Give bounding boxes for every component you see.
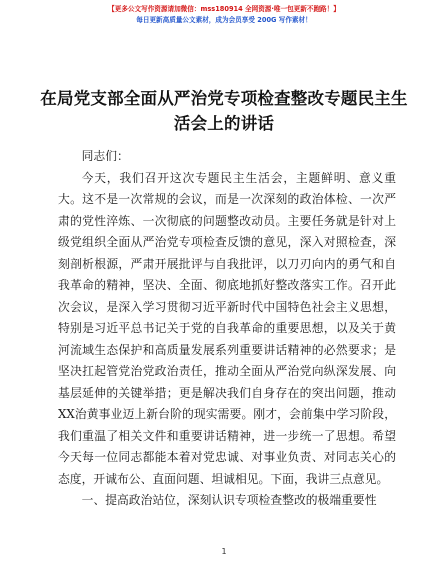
promo-banner-line-2: 每日更新高质量公文素材，成为会员享受 200G 写作素材！ [136,16,312,24]
page-number: 1 [221,547,227,556]
body-paragraph: 今天，我们召开这次专题民主生活会，主题鲜明、意义重大。这不是一次常规的会议，而是一次深刻的政治体检、一次严肃的党性淬炼、一次彻底的问题整改动员。主要任务就是针对上级党组织全面从严治党专项检查反馈的意见，深入对照检查，深刻剖析根源，严肃开展批评与自我批评，以刀刃向内的勇气和自我革命的精神，坚决、全面、彻底地抓好整改落实工作。召开此次会议，是深入学习贯彻习近平新时代中国特色社会主义思想，特别是习近平总书记关于党的自我革命的重要思想，以及关于黄河流域生态保护和高质量发展系列重要讲话精神的必然要求；是坚决扛起管党治党政治责任，推动全面从严治党向纵深发展、向基层延伸的关键举措；更是解决我们自身存在的突出问题，推动XX治黄事业迈上新台阶的现实需要。刚才，会前集中学习阶段，我们重温了相关文件和重要讲话精神，进一步统一了思想。希望今天每一位同志都能本着对党忠诚、对事业负责、对同志关心的态度，开诚布公、直面问题、坦诚相见。下面，我讲三点意见。 [58,170,396,486]
promo-banner [0,4,448,26]
salutation: 同志们： [81,149,129,163]
document-body [58,146,396,512]
section-heading: 一、提高政治站位，深刻认识专项检查整改的极端重要性 [81,493,377,507]
promo-banner-line-1: 【更多公文写作资源请加微信：mss180914 全网资源·唯一包更新不跑路！】 [108,5,340,13]
document-title: 在局党支部全面从严治党专项检查整改专题民主生活会上的讲话 [40,89,408,133]
